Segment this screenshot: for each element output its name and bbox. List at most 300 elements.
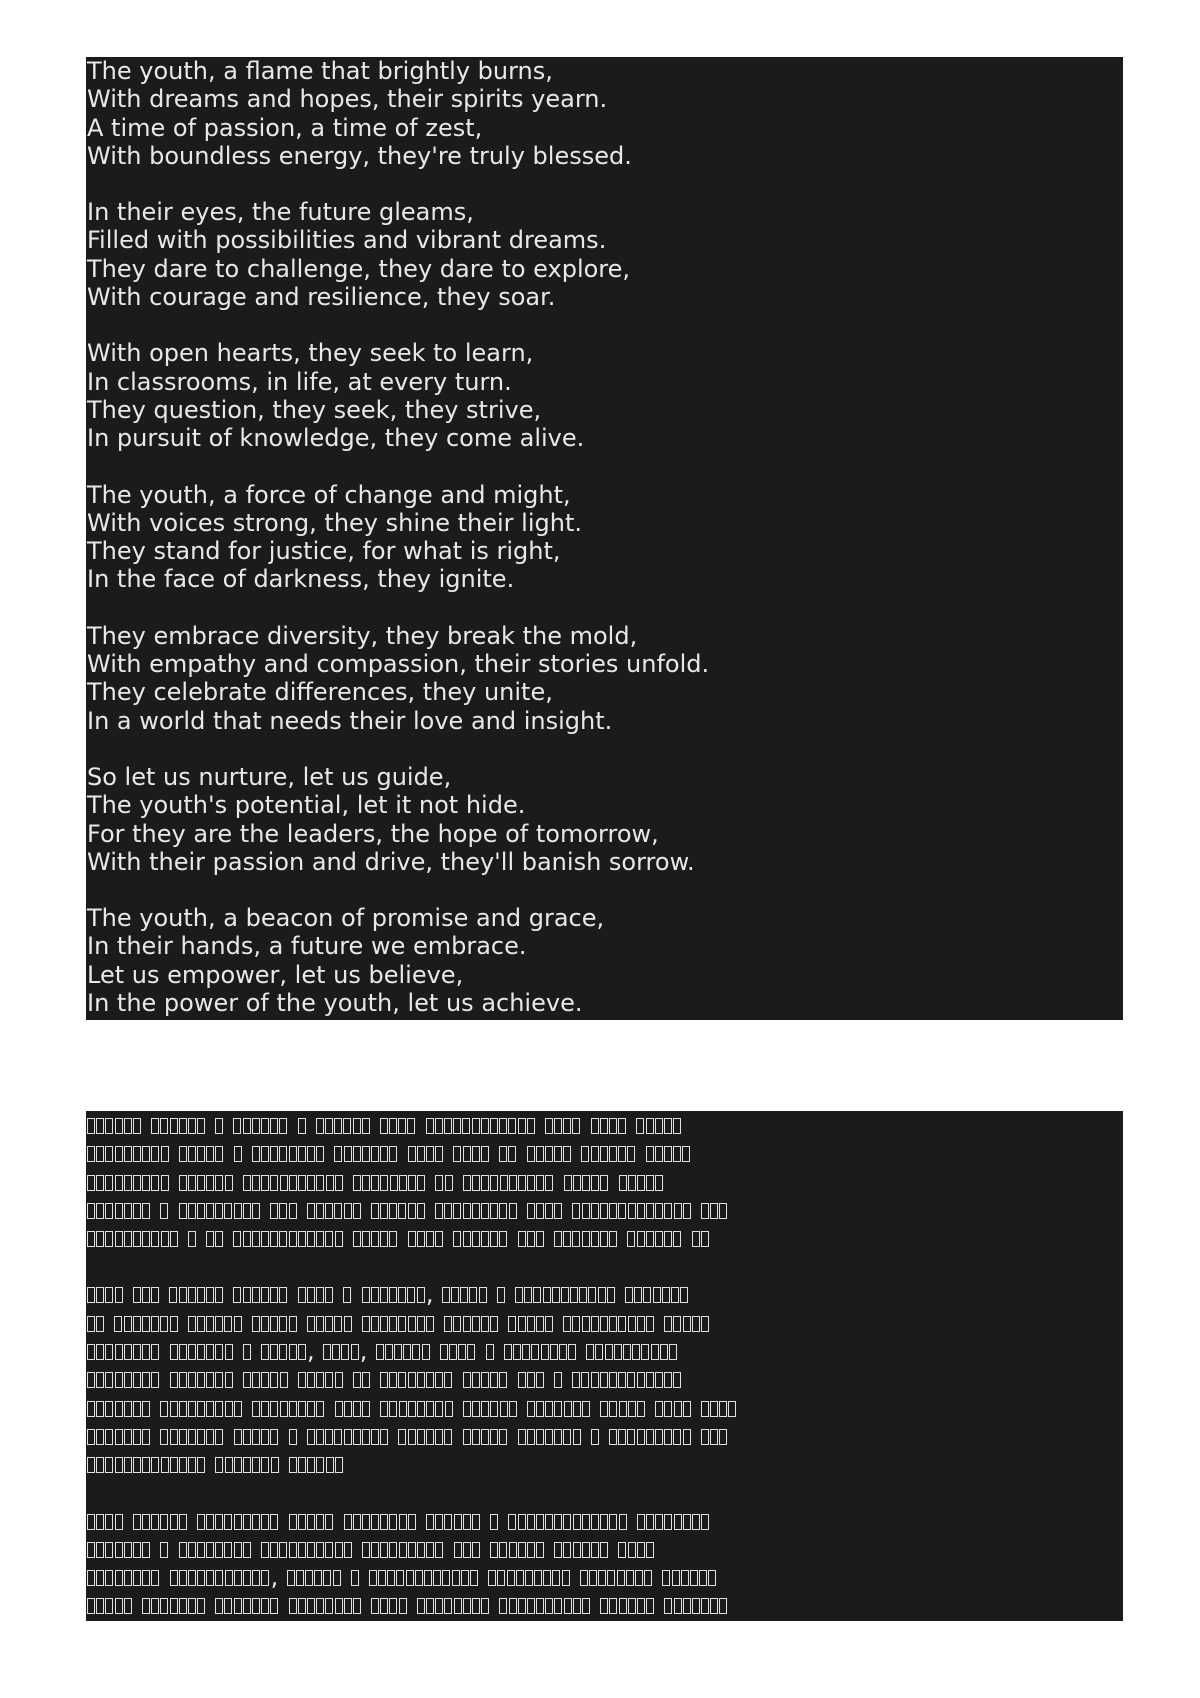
missing-glyph-box — [369, 1570, 377, 1586]
missing-glyph-box — [463, 1316, 471, 1332]
missing-glyph-box — [444, 1118, 452, 1134]
missing-glyph-box — [160, 1316, 168, 1332]
missing-glyph-box — [215, 1203, 223, 1219]
missing-glyph-box — [215, 1598, 223, 1614]
missing-glyph-box — [105, 1372, 113, 1388]
missing-glyph-box — [215, 1542, 223, 1558]
missing-glyph-box — [692, 1514, 700, 1530]
missing-glyph-box — [371, 1316, 379, 1332]
missing-glyph-box — [609, 1316, 617, 1332]
missing-glyph-box — [403, 1344, 411, 1360]
missing-glyph-box — [683, 1514, 691, 1530]
missing-glyph-box — [206, 1175, 214, 1191]
missing-glyph-box — [105, 1287, 113, 1303]
missing-glyph-box — [271, 1457, 279, 1473]
missing-glyph-box — [701, 1598, 709, 1614]
missing-glyph-box — [595, 1344, 603, 1360]
missing-glyph-box — [252, 1598, 260, 1614]
missing-glyph-box — [545, 1429, 553, 1445]
missing-glyph-box — [628, 1175, 636, 1191]
missing-glyph-box — [426, 1316, 434, 1332]
missing-glyph-box — [170, 1514, 178, 1530]
missing-glyph-box — [362, 1429, 370, 1445]
missing-glyph-box — [243, 1344, 251, 1360]
missing-glyph-box — [289, 1203, 297, 1219]
missing-glyph-box — [673, 1146, 681, 1162]
missing-glyph-box — [279, 1118, 287, 1134]
missing-glyph-box — [499, 1203, 507, 1219]
missing-glyph-box — [380, 1146, 388, 1162]
missing-glyph-box — [105, 1175, 113, 1191]
missing-glyph-box — [142, 1146, 150, 1162]
poem-line: Filled with possibilities and vibrant dreams. — [87, 226, 607, 255]
missing-glyph-box — [445, 1175, 453, 1191]
missing-glyph-box — [600, 1372, 608, 1388]
missing-glyph-box — [683, 1429, 691, 1445]
missing-glyph-box — [279, 1231, 287, 1247]
missing-glyph-box — [87, 1429, 95, 1445]
missing-glyph-box — [270, 1514, 278, 1530]
missing-glyph-box — [509, 1401, 517, 1417]
missing-glyph-box — [188, 1429, 196, 1445]
missing-glyph-box — [591, 1175, 599, 1191]
missing-glyph-box — [252, 1118, 260, 1134]
missing-glyph-box — [499, 1146, 507, 1162]
missing-glyph-box — [314, 1570, 322, 1586]
missing-glyph-box — [408, 1429, 416, 1445]
missing-glyph-box — [399, 1542, 407, 1558]
missing-glyph-box — [142, 1203, 150, 1219]
missing-glyph-box — [534, 1570, 542, 1586]
missing-glyph-box — [160, 1401, 168, 1417]
missing-glyph-box — [151, 1457, 159, 1473]
missing-glyph-box — [655, 1175, 663, 1191]
missing-glyph-box — [151, 1570, 159, 1586]
missing-glyph-box — [646, 1118, 654, 1134]
missing-glyph-box — [417, 1401, 425, 1417]
missing-glyph-box — [215, 1401, 223, 1417]
missing-glyph-box — [252, 1401, 260, 1417]
missing-glyph-box — [463, 1514, 471, 1530]
missing-glyph-box — [453, 1146, 461, 1162]
missing-glyph-box — [536, 1372, 544, 1388]
missing-glyph-box — [445, 1401, 453, 1417]
missing-glyph-box — [151, 1287, 159, 1303]
missing-glyph-box — [96, 1316, 104, 1332]
missing-glyph-box — [536, 1429, 544, 1445]
missing-glyph-box — [453, 1118, 461, 1134]
missing-glyph-box — [325, 1118, 333, 1134]
missing-glyph-box — [133, 1344, 141, 1360]
missing-glyph-box — [279, 1287, 287, 1303]
missing-glyph-box — [417, 1175, 425, 1191]
missing-glyph-box — [398, 1316, 406, 1332]
poem-line: The youth's potential, let it not hide. — [87, 791, 526, 820]
missing-glyph-box — [325, 1429, 333, 1445]
missing-glyph-box — [334, 1316, 342, 1332]
missing-glyph-box — [509, 1542, 517, 1558]
missing-glyph-box — [380, 1514, 388, 1530]
missing-glyph-box — [701, 1514, 709, 1530]
missing-glyph-box — [96, 1344, 104, 1360]
missing-glyph-box — [376, 1344, 384, 1360]
missing-glyph-box — [344, 1542, 352, 1558]
missing-glyph-box — [105, 1429, 113, 1445]
missing-glyph-box — [142, 1598, 150, 1614]
missing-glyph-box — [261, 1429, 269, 1445]
missing-glyph-box — [481, 1429, 489, 1445]
missing-glyph-box — [234, 1542, 242, 1558]
unrendered-line — [87, 1450, 1123, 1478]
missing-glyph-box — [637, 1372, 645, 1388]
missing-glyph-box — [399, 1514, 407, 1530]
missing-glyph-box — [307, 1457, 315, 1473]
missing-glyph-box — [335, 1175, 343, 1191]
missing-glyph-box — [243, 1457, 251, 1473]
missing-glyph-box — [316, 1316, 324, 1332]
poem-stanza — [87, 904, 1123, 1017]
missing-glyph-box — [394, 1344, 402, 1360]
missing-glyph-box — [96, 1203, 104, 1219]
missing-glyph-box — [279, 1316, 287, 1332]
missing-glyph-box — [188, 1316, 196, 1332]
missing-glyph-box — [133, 1457, 141, 1473]
missing-glyph-box — [316, 1514, 324, 1530]
missing-glyph-box — [87, 1457, 95, 1473]
missing-glyph-box — [617, 1570, 625, 1586]
missing-glyph-box — [481, 1175, 489, 1191]
missing-glyph-box — [243, 1598, 251, 1614]
missing-glyph-box — [500, 1401, 508, 1417]
missing-glyph-box — [545, 1598, 553, 1614]
missing-glyph-box — [490, 1372, 498, 1388]
missing-glyph-box — [87, 1344, 95, 1360]
missing-glyph-box — [390, 1175, 398, 1191]
missing-glyph-box — [499, 1598, 507, 1614]
missing-glyph-box — [463, 1542, 471, 1558]
missing-glyph-box — [261, 1175, 269, 1191]
missing-glyph-box — [332, 1344, 340, 1360]
missing-glyph-box — [389, 1231, 397, 1247]
missing-glyph-box — [87, 1316, 95, 1332]
missing-glyph-box — [326, 1457, 334, 1473]
missing-glyph-box — [463, 1175, 471, 1191]
missing-glyph-box — [270, 1118, 278, 1134]
missing-glyph-box — [435, 1231, 443, 1247]
missing-glyph-box — [417, 1203, 425, 1219]
missing-glyph-box — [527, 1542, 535, 1558]
missing-glyph-box — [316, 1203, 324, 1219]
missing-glyph-box — [490, 1175, 498, 1191]
missing-glyph-box — [692, 1316, 700, 1332]
missing-glyph-box — [179, 1175, 187, 1191]
missing-glyph-box — [719, 1401, 727, 1417]
missing-glyph-box — [470, 1570, 478, 1586]
missing-glyph-box — [133, 1542, 141, 1558]
missing-glyph-box — [545, 1203, 553, 1219]
missing-glyph-box — [408, 1542, 416, 1558]
missing-glyph-box — [298, 1118, 306, 1134]
missing-glyph-box — [681, 1570, 689, 1586]
missing-glyph-box — [701, 1203, 709, 1219]
missing-glyph-box — [206, 1344, 214, 1360]
missing-glyph-box — [481, 1316, 489, 1332]
missing-glyph-box — [133, 1231, 141, 1247]
missing-glyph-box — [378, 1570, 386, 1586]
missing-glyph-box — [591, 1118, 599, 1134]
missing-glyph-box — [449, 1344, 457, 1360]
missing-glyph-box — [289, 1231, 297, 1247]
missing-glyph-box — [151, 1514, 159, 1530]
missing-glyph-box — [444, 1598, 452, 1614]
missing-glyph-box — [234, 1570, 242, 1586]
missing-glyph-box — [600, 1231, 608, 1247]
poem-stanza — [87, 481, 1123, 594]
missing-glyph-box — [481, 1401, 489, 1417]
missing-glyph-box — [225, 1344, 233, 1360]
missing-glyph-box — [644, 1570, 652, 1586]
missing-glyph-box — [655, 1203, 663, 1219]
missing-glyph-box — [270, 1203, 278, 1219]
missing-glyph-box — [96, 1542, 104, 1558]
missing-glyph-box — [581, 1372, 589, 1388]
missing-glyph-box — [206, 1316, 214, 1332]
missing-glyph-box — [206, 1401, 214, 1417]
missing-glyph-box — [408, 1372, 416, 1388]
missing-glyph-box — [582, 1401, 590, 1417]
unrendered-line — [87, 1535, 1123, 1563]
punctuation: , — [425, 1280, 434, 1309]
poem-line: In a world that needs their love and insight. — [87, 706, 613, 735]
poem-line: With empathy and compassion, their stories unfold. — [87, 650, 710, 679]
missing-glyph-box — [552, 1570, 560, 1586]
missing-glyph-box — [568, 1344, 576, 1360]
missing-glyph-box — [472, 1542, 480, 1558]
missing-glyph-box — [224, 1316, 232, 1332]
missing-glyph-box — [380, 1175, 388, 1191]
missing-glyph-box — [380, 1598, 388, 1614]
missing-glyph-box — [188, 1401, 196, 1417]
missing-glyph-box — [225, 1457, 233, 1473]
missing-glyph-box — [669, 1344, 677, 1360]
missing-glyph-box — [215, 1118, 223, 1134]
missing-glyph-box — [133, 1316, 141, 1332]
missing-glyph-box — [307, 1401, 315, 1417]
missing-glyph-box — [353, 1401, 361, 1417]
missing-glyph-box — [408, 1203, 416, 1219]
missing-glyph-box — [426, 1118, 434, 1134]
missing-glyph-box — [582, 1598, 590, 1614]
missing-glyph-box — [371, 1598, 379, 1614]
missing-glyph-box — [522, 1344, 530, 1360]
missing-glyph-box — [554, 1429, 562, 1445]
missing-glyph-box — [444, 1514, 452, 1530]
missing-glyph-box — [619, 1175, 627, 1191]
missing-glyph-box — [531, 1344, 539, 1360]
missing-glyph-box — [298, 1372, 306, 1388]
missing-glyph-box — [215, 1457, 223, 1473]
missing-glyph-box — [197, 1118, 205, 1134]
missing-glyph-box — [527, 1231, 535, 1247]
missing-glyph-box — [344, 1429, 352, 1445]
missing-glyph-box — [115, 1287, 123, 1303]
poem-line: They stand for justice, for what is right, — [87, 537, 561, 566]
punctuation: , — [306, 1337, 315, 1366]
missing-glyph-box — [261, 1401, 269, 1417]
missing-glyph-box — [105, 1344, 113, 1360]
missing-glyph-box — [646, 1542, 654, 1558]
missing-glyph-box — [637, 1231, 645, 1247]
unrendered-line — [87, 1224, 1123, 1252]
missing-glyph-box — [580, 1570, 588, 1586]
missing-glyph-box — [289, 1514, 297, 1530]
missing-glyph-box — [179, 1401, 187, 1417]
missing-glyph-box — [588, 1287, 596, 1303]
missing-glyph-box — [536, 1146, 544, 1162]
missing-glyph-box — [170, 1344, 178, 1360]
missing-glyph-box — [600, 1203, 608, 1219]
missing-glyph-box — [412, 1344, 420, 1360]
missing-glyph-box — [719, 1598, 727, 1614]
missing-glyph-box — [435, 1203, 443, 1219]
missing-glyph-box — [524, 1287, 532, 1303]
missing-glyph-box — [234, 1146, 242, 1162]
missing-glyph-box — [170, 1118, 178, 1134]
missing-glyph-box — [133, 1514, 141, 1530]
missing-glyph-box — [554, 1372, 562, 1388]
missing-glyph-box — [87, 1542, 95, 1558]
unrendered-line — [87, 1309, 1123, 1337]
missing-glyph-box — [380, 1203, 388, 1219]
missing-glyph-box — [105, 1598, 113, 1614]
missing-glyph-box — [151, 1598, 159, 1614]
missing-glyph-box — [151, 1175, 159, 1191]
missing-glyph-box — [133, 1175, 141, 1191]
missing-glyph-box — [398, 1203, 406, 1219]
missing-glyph-box — [651, 1344, 659, 1360]
missing-glyph-box — [343, 1118, 351, 1134]
missing-glyph-box — [481, 1372, 489, 1388]
missing-glyph-box — [472, 1146, 480, 1162]
missing-glyph-box — [591, 1514, 599, 1530]
missing-glyph-box — [518, 1118, 526, 1134]
missing-glyph-box — [472, 1203, 480, 1219]
unrendered-line — [87, 1111, 1123, 1139]
missing-glyph-box — [326, 1175, 334, 1191]
missing-glyph-box — [454, 1598, 462, 1614]
missing-glyph-box — [188, 1570, 196, 1586]
missing-glyph-box — [96, 1514, 104, 1530]
missing-glyph-box — [435, 1514, 443, 1530]
missing-glyph-box — [573, 1514, 581, 1530]
missing-glyph-box — [536, 1231, 544, 1247]
missing-glyph-box — [618, 1542, 626, 1558]
missing-glyph-box — [115, 1175, 123, 1191]
missing-glyph-box — [124, 1203, 132, 1219]
missing-glyph-box — [261, 1372, 269, 1388]
missing-glyph-box — [325, 1316, 333, 1332]
missing-glyph-box — [261, 1570, 269, 1586]
poem-line: They question, they seek, they strive, — [87, 395, 542, 424]
missing-glyph-box — [243, 1287, 251, 1303]
missing-glyph-box — [708, 1570, 716, 1586]
missing-glyph-box — [270, 1344, 278, 1360]
missing-glyph-box — [572, 1316, 580, 1332]
missing-glyph-box — [543, 1287, 551, 1303]
missing-glyph-box — [307, 1514, 315, 1530]
missing-glyph-box — [170, 1598, 178, 1614]
missing-glyph-box — [371, 1542, 379, 1558]
missing-glyph-box — [618, 1372, 626, 1388]
missing-glyph-box — [463, 1401, 471, 1417]
missing-glyph-box — [627, 1231, 635, 1247]
unrendered-paragraph — [87, 1280, 1123, 1478]
missing-glyph-box — [536, 1175, 544, 1191]
missing-glyph-box — [472, 1316, 480, 1332]
poem-line: In their hands, a future we embrace. — [87, 932, 527, 961]
missing-glyph-box — [188, 1457, 196, 1473]
missing-glyph-box — [96, 1287, 104, 1303]
missing-glyph-box — [197, 1316, 205, 1332]
missing-glyph-box — [582, 1175, 590, 1191]
missing-glyph-box — [243, 1118, 251, 1134]
missing-glyph-box — [142, 1175, 150, 1191]
missing-glyph-box — [298, 1146, 306, 1162]
poem-line: In the face of darkness, they ignite. — [87, 565, 515, 594]
missing-glyph-box — [518, 1542, 526, 1558]
missing-glyph-box — [142, 1372, 150, 1388]
missing-glyph-box — [619, 1598, 627, 1614]
missing-glyph-box — [573, 1401, 581, 1417]
missing-glyph-box — [637, 1175, 645, 1191]
missing-glyph-box — [572, 1231, 580, 1247]
missing-glyph-box — [609, 1231, 617, 1247]
missing-glyph-box — [124, 1146, 132, 1162]
missing-glyph-box — [261, 1316, 269, 1332]
missing-glyph-box — [417, 1429, 425, 1445]
missing-glyph-box — [243, 1231, 251, 1247]
missing-glyph-box — [618, 1118, 626, 1134]
missing-glyph-box — [179, 1203, 187, 1219]
missing-glyph-box — [472, 1372, 480, 1388]
missing-glyph-box — [351, 1570, 359, 1586]
missing-glyph-box — [151, 1316, 159, 1332]
missing-glyph-box — [664, 1316, 672, 1332]
missing-glyph-box — [417, 1316, 425, 1332]
missing-glyph-box — [270, 1401, 278, 1417]
missing-glyph-box — [124, 1429, 132, 1445]
missing-glyph-box — [179, 1598, 187, 1614]
missing-glyph-box — [105, 1231, 113, 1247]
missing-glyph-box — [562, 1570, 570, 1586]
missing-glyph-box — [287, 1570, 295, 1586]
missing-glyph-box — [561, 1287, 569, 1303]
missing-glyph-box — [389, 1146, 397, 1162]
poem-line: They dare to challenge, they dare to explore, — [87, 254, 631, 283]
missing-glyph-box — [536, 1542, 544, 1558]
missing-glyph-box — [591, 1203, 599, 1219]
missing-glyph-box — [206, 1514, 214, 1530]
missing-glyph-box — [463, 1231, 471, 1247]
missing-glyph-box — [160, 1118, 168, 1134]
missing-glyph-box — [451, 1287, 459, 1303]
missing-glyph-box — [325, 1598, 333, 1614]
missing-glyph-box — [179, 1372, 187, 1388]
missing-glyph-box — [497, 1570, 505, 1586]
missing-glyph-box — [417, 1287, 425, 1303]
missing-glyph-box — [518, 1372, 526, 1388]
missing-glyph-box — [161, 1457, 169, 1473]
